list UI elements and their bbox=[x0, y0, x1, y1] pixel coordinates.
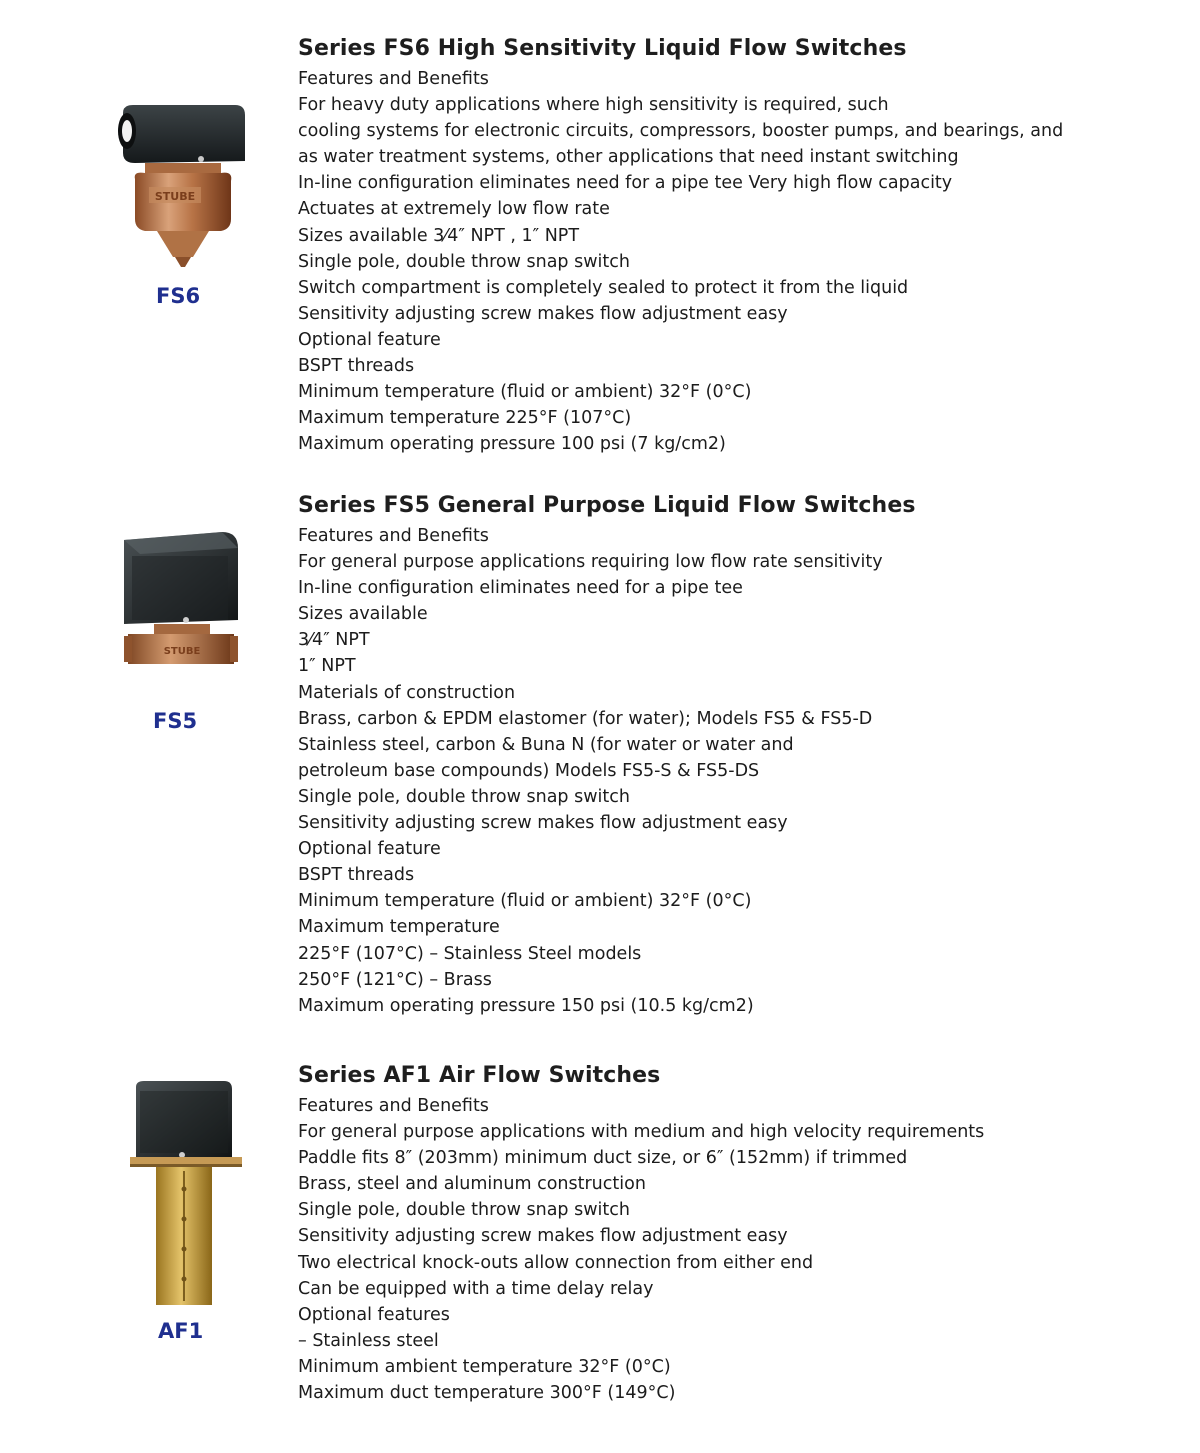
feature-line: In-line configuration eliminates need for a pipe tee Very high flow capacity bbox=[298, 173, 953, 194]
feature-line: Two electrical knock-outs allow connection from either end bbox=[298, 1252, 814, 1273]
section-title: Series FS6 High Sensitivity Liquid Flow Switches bbox=[298, 36, 907, 61]
feature-line: Sensitivity adjusting screw makes flow adjustment easy bbox=[298, 303, 788, 324]
feature-line: Features and Benefits bbox=[298, 526, 489, 546]
feature-line: Brass, steel and aluminum construction bbox=[298, 1174, 646, 1195]
feature-line: Sensitivity adjusting screw makes flow adjustment easy bbox=[298, 1226, 788, 1247]
fs6-product-image bbox=[105, 101, 255, 271]
model-label: FS6 bbox=[156, 284, 201, 308]
feature-line: 225°F (107°C) – Stainless Steel models bbox=[298, 943, 642, 964]
svg-text:STUBE: STUBE bbox=[154, 190, 196, 203]
feature-line: 250°F (121°C) – Brass bbox=[298, 969, 492, 990]
feature-line: For heavy duty applications where high sensitivity is required, such bbox=[298, 95, 889, 116]
feature-line: Sizes available 3⁄4″ NPT , 1″ NPT bbox=[298, 225, 580, 246]
section-fs6 bbox=[0, 36, 1200, 466]
model-label: FS5 bbox=[153, 709, 198, 733]
feature-line: Single pole, double throw snap switch bbox=[298, 786, 630, 807]
feature-line: as water treatment systems, other applications that need instant switching bbox=[298, 147, 959, 168]
feature-line: BSPT threads bbox=[298, 865, 415, 886]
feature-line: Minimum temperature (fluid or ambient) 32°F (0°C) bbox=[298, 382, 752, 403]
feature-line: Single pole, double throw snap switch bbox=[298, 1200, 630, 1221]
feature-line: Maximum temperature bbox=[298, 917, 500, 938]
feature-line: Materials of construction bbox=[298, 682, 516, 703]
feature-list bbox=[298, 1093, 984, 1406]
feature-line: Maximum duct temperature 300°F (149°C) bbox=[298, 1383, 676, 1404]
feature-line: Features and Benefits bbox=[298, 69, 489, 89]
feature-line: Switch compartment is completely sealed to protect it from the liquid bbox=[298, 277, 909, 298]
feature-line: Single pole, double throw snap switch bbox=[298, 251, 630, 272]
feature-line: Minimum temperature (fluid or ambient) 32°F (0°C) bbox=[298, 891, 752, 912]
fs5-product-image bbox=[110, 528, 250, 678]
af1-product-image bbox=[126, 1079, 246, 1309]
feature-list bbox=[298, 66, 1063, 457]
svg-text:STUBE: STUBE bbox=[163, 646, 201, 657]
feature-line: Minimum ambient temperature 32°F (0°C) bbox=[298, 1356, 671, 1377]
section-title: Series FS5 General Purpose Liquid Flow Switches bbox=[298, 493, 916, 518]
feature-line: Sizes available bbox=[298, 604, 428, 625]
feature-line: Sensitivity adjusting screw makes flow adjustment easy bbox=[298, 813, 788, 834]
feature-line: Features and Benefits bbox=[298, 1096, 489, 1116]
feature-line: cooling systems for electronic circuits, compressors, booster pumps, and bearings, and bbox=[298, 121, 1064, 142]
feature-line: Optional feature bbox=[298, 839, 441, 860]
feature-line: For general purpose applications requiring low flow rate sensitivity bbox=[298, 552, 883, 573]
feature-line: Stainless steel, carbon & Buna N (for water or water and bbox=[298, 734, 794, 755]
feature-line: Optional feature bbox=[298, 329, 441, 350]
feature-line: Brass, carbon & EPDM elastomer (for water); Models FS5 & FS5-D bbox=[298, 708, 873, 729]
feature-line: For general purpose applications with medium and high velocity requirements bbox=[298, 1122, 985, 1143]
feature-list bbox=[298, 523, 883, 1019]
feature-line: – Stainless steel bbox=[298, 1330, 439, 1351]
feature-line: Maximum operating pressure 150 psi (10.5 kg/cm2) bbox=[298, 995, 754, 1016]
feature-line: In-line configuration eliminates need for a pipe tee bbox=[298, 578, 743, 599]
model-label: AF1 bbox=[158, 1319, 204, 1343]
feature-line: Optional features bbox=[298, 1304, 450, 1325]
feature-line: Can be equipped with a time delay relay bbox=[298, 1278, 654, 1299]
feature-line: 3⁄4″ NPT bbox=[298, 630, 370, 651]
feature-line: BSPT threads bbox=[298, 356, 415, 377]
feature-line: Paddle fits 8″ (203mm) minimum duct size, or 6″ (152mm) if trimmed bbox=[298, 1148, 908, 1169]
feature-line: Maximum operating pressure 100 psi (7 kg/cm2) bbox=[298, 434, 726, 455]
feature-line: Actuates at extremely low flow rate bbox=[298, 199, 610, 220]
section-title: Series AF1 Air Flow Switches bbox=[298, 1063, 661, 1088]
feature-line: 1″ NPT bbox=[298, 656, 356, 677]
feature-line: petroleum base compounds) Models FS5-S & FS5-DS bbox=[298, 760, 760, 781]
section-fs5 bbox=[0, 493, 1200, 1033]
section-af1 bbox=[0, 1063, 1200, 1423]
feature-line: Maximum temperature 225°F (107°C) bbox=[298, 408, 632, 429]
